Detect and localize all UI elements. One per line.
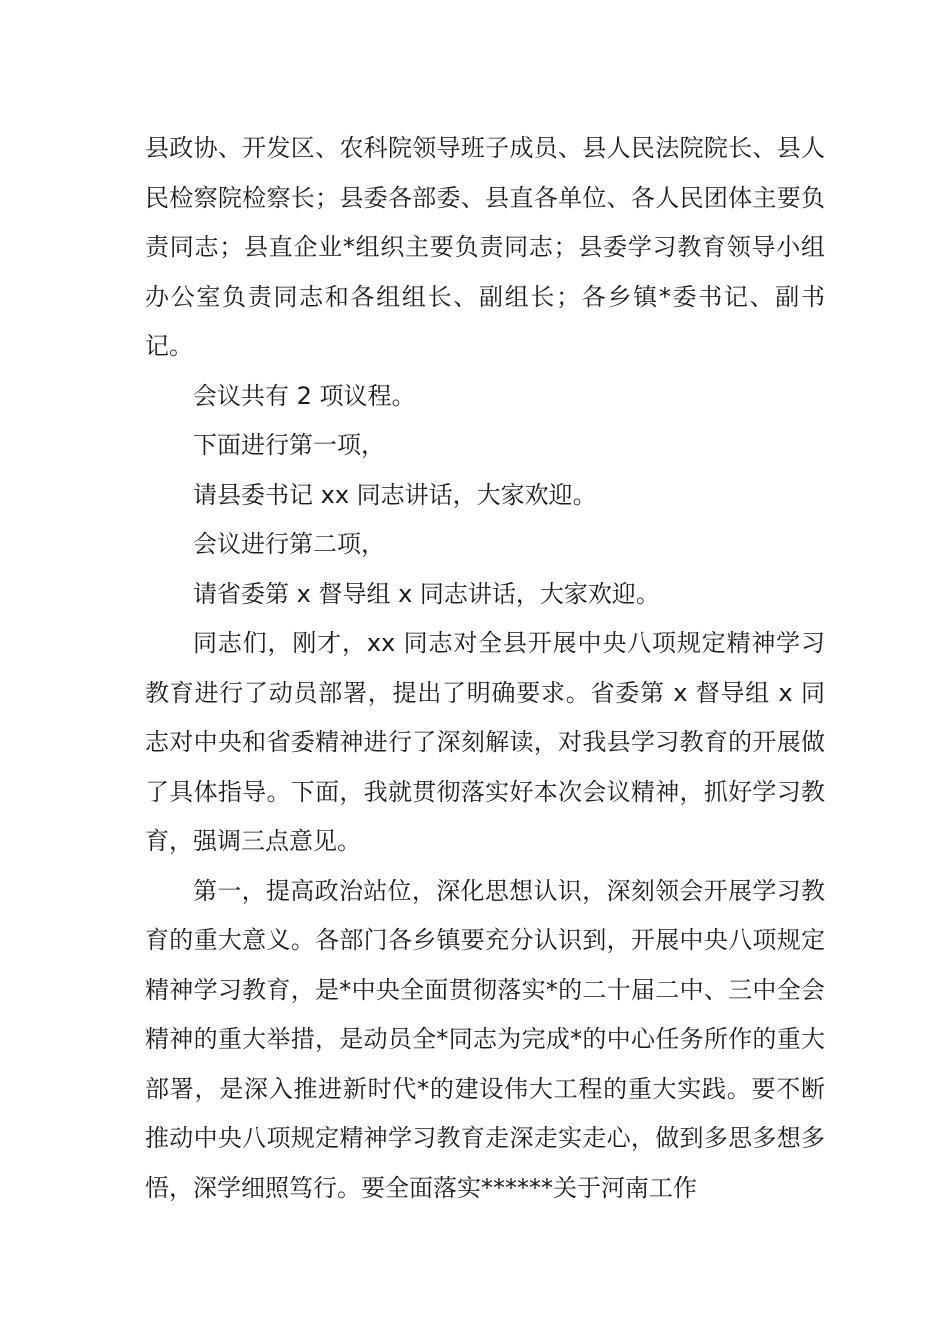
- paragraph-summary: 同志们，刚才，xx 同志对全县开展中央八项规定精神学习教育进行了动员部署，提出了明确要求。省委第 x 督导组 x 同志对中央和省委精神进行了深刻解读，对我县学习教育的开展做了具体指导。下面，我就贯彻落实好本次会议精神，抓好学习教育，强调三点意见。: [145, 629, 825, 855]
- paragraph-speech-two: 请省委第 x 督导组 x 同志讲话，大家欢迎。: [193, 579, 660, 608]
- paragraph-item-one: 下面进行第一项，: [193, 431, 385, 459]
- paragraph-point-one: 第一，提高政治站位，深化思想认识，深刻领会开展学习教育的重大意义。各部门各乡镇要充分认识到，开展中央八项规定精神学习教育，是*中央全面贯彻落实*的二十届二中、三中全会精神的重大举措，是动员全*同志为完成*的中心任务所作的重大部署，是深入推进新时代*的建设伟大工程的重大实践。要不断推动中央八项规定精神学习教育走深走实走心，做到多思多想多悟，深学细照笃行。要全面落实******关于河南工作: [145, 876, 825, 1202]
- paragraph-item-two: 会议进行第二项，: [193, 530, 385, 558]
- paragraph-attendees: 县政协、开发区、农科院领导班子成员、县人民法院院长、县人民检察院检察长；县委各部委、县直各单位、各人民团体主要负责同志；县直企业*组织主要负责同志；县委学习教育领导小组办公室负责同志和各组组长、副组长；各乡镇*委书记、副书记。: [145, 134, 825, 360]
- document-body: [145, 124, 825, 1213]
- paragraph-agenda-count: 会议共有 2 项议程。: [193, 381, 416, 410]
- paragraph-speech-one: 请县委书记 xx 同志讲话，大家欢迎。: [193, 480, 597, 509]
